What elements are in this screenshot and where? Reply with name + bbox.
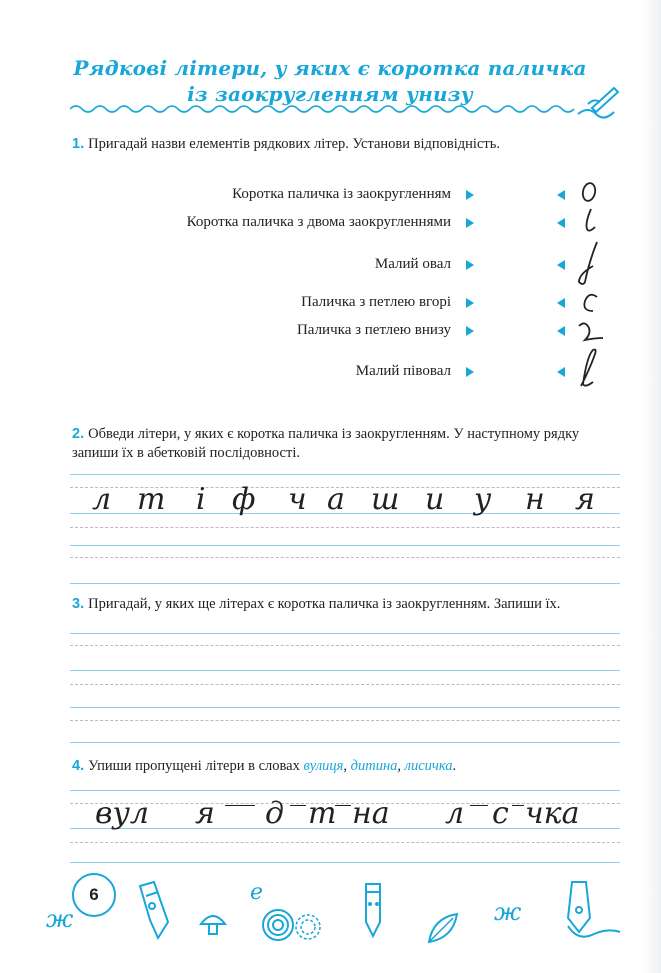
match-arrow-left-6[interactable] — [557, 367, 565, 377]
match-arrow-right-5[interactable] — [466, 326, 474, 336]
letter-ч[interactable]: ч — [288, 482, 307, 517]
letter-ф[interactable]: ф — [232, 482, 256, 517]
fragment-ya: я — [195, 796, 215, 831]
fragment-l: л — [445, 796, 465, 831]
blank-slot[interactable] — [512, 805, 524, 806]
match-arrow-right-3[interactable] — [466, 260, 474, 270]
blank-slot[interactable] — [335, 805, 351, 806]
letter-а[interactable]: а — [327, 482, 345, 517]
element-glyph-loop-down — [575, 240, 605, 286]
task-3-text: Пригадай, у яких ще літерах є коротка паличка із заокругленням. Запиши їх. — [88, 596, 561, 612]
element-label-2: Коротка паличка з двома заокругленнями — [186, 214, 451, 230]
word-dytyna: дитина — [350, 758, 398, 774]
match-arrow-left-5[interactable] — [557, 326, 565, 336]
writing-line[interactable] — [70, 684, 620, 685]
match-arrow-right-1[interactable] — [466, 190, 474, 200]
fountain-pen-icon — [558, 880, 622, 944]
task-2-text: Обведи літери, у яких є коротка паличка із заокругленням. У наступному рядку запиши їх в абетковій послідовності. — [72, 426, 580, 461]
decor-letter-zh: ж — [46, 905, 74, 933]
writing-line[interactable] — [70, 720, 620, 721]
page-edge-shade — [643, 0, 661, 973]
writing-line[interactable] — [70, 707, 620, 708]
ruling-line — [70, 545, 620, 546]
mushroom-icon — [198, 910, 228, 938]
word-lysychka: лисичка — [404, 758, 453, 774]
ruling-line — [70, 474, 620, 475]
page-title-line1: Рядкові літери, у яких є коротка паличка — [73, 56, 587, 80]
blank-slot[interactable] — [225, 805, 255, 806]
title-wave-divider — [70, 102, 580, 116]
letter-ш[interactable]: ш — [371, 482, 400, 517]
decor-letter-zh: ж — [494, 898, 522, 926]
word-separator: , — [397, 758, 405, 774]
letter-у[interactable]: у — [474, 482, 492, 517]
letter-н[interactable]: н — [525, 482, 545, 517]
fragment-s: с — [492, 796, 509, 831]
writing-line[interactable] — [70, 645, 620, 646]
fragment-na: на — [352, 796, 390, 831]
ruling-line — [70, 583, 620, 584]
ruling-line — [70, 557, 620, 558]
fragment-t: т — [308, 796, 337, 831]
ruling-line — [70, 527, 620, 528]
word-separator: , — [343, 758, 351, 774]
element-glyph-half-oval — [575, 290, 605, 316]
word-vulytsia: вулиця — [303, 758, 344, 774]
blank-slot[interactable] — [470, 805, 488, 806]
fragment-chka: чка — [525, 796, 580, 831]
ruling-line — [70, 862, 620, 863]
match-arrow-left-3[interactable] — [557, 260, 565, 270]
element-glyph-short-stick — [575, 205, 605, 235]
element-label-5: Паличка з петлею внизу — [296, 322, 451, 338]
task-4 — [72, 757, 632, 776]
page-number: 6 — [72, 873, 116, 917]
task-1 — [72, 135, 622, 154]
pen-writing-icon — [574, 84, 622, 124]
element-glyph-oval — [575, 178, 605, 206]
letter-т[interactable]: т — [137, 482, 166, 517]
match-arrow-right-6[interactable] — [466, 367, 474, 377]
task-2 — [72, 425, 622, 463]
letter-л[interactable]: л — [92, 482, 112, 517]
task-1-text: Пригадай назви елементів рядкових літер. Установи відповідність. — [88, 136, 500, 152]
task-1-number: 1. — [72, 136, 85, 152]
match-arrow-left-1[interactable] — [557, 190, 565, 200]
letter-і[interactable]: і — [196, 482, 206, 517]
task-3 — [72, 595, 622, 614]
match-arrow-left-2[interactable] — [557, 218, 565, 228]
element-label-3: Малий овал — [374, 256, 451, 272]
pencil-character-icon — [352, 880, 396, 942]
match-arrow-left-4[interactable] — [557, 298, 565, 308]
element-label-4: Паличка з петлею вгорі — [301, 294, 451, 310]
writing-line[interactable] — [70, 670, 620, 671]
match-arrow-right-2[interactable] — [466, 218, 474, 228]
leaf-icon — [425, 910, 461, 946]
task-4-number: 4. — [72, 758, 85, 774]
writing-line[interactable] — [70, 742, 620, 743]
match-arrow-right-4[interactable] — [466, 298, 474, 308]
element-glyph-loop-top — [575, 348, 605, 390]
ruling-line — [70, 790, 620, 791]
letter-и[interactable]: и — [425, 482, 445, 517]
letter-я[interactable]: я — [575, 482, 595, 517]
fragment-vul: вул — [95, 796, 149, 831]
task-4-text: Упиши пропущені літери в словах — [88, 758, 300, 774]
writing-line[interactable] — [70, 633, 620, 634]
task-3-number: 3. — [72, 596, 85, 612]
spiral-icon — [260, 905, 330, 945]
decor-letter-e: е — [250, 880, 264, 905]
pen-nib-icon — [130, 880, 174, 942]
element-glyph-two-curves — [575, 318, 609, 344]
page-title-line2: із заокругленням унизу — [187, 82, 473, 106]
sentence-end: . — [452, 758, 457, 774]
fragment-d: д — [265, 796, 285, 831]
task-2-number: 2. — [72, 426, 85, 442]
ruling-line — [70, 842, 620, 843]
blank-slot[interactable] — [290, 805, 306, 806]
element-label-1: Коротка паличка із заокругленням — [232, 186, 451, 202]
element-label-6: Малий півовал — [355, 363, 451, 379]
